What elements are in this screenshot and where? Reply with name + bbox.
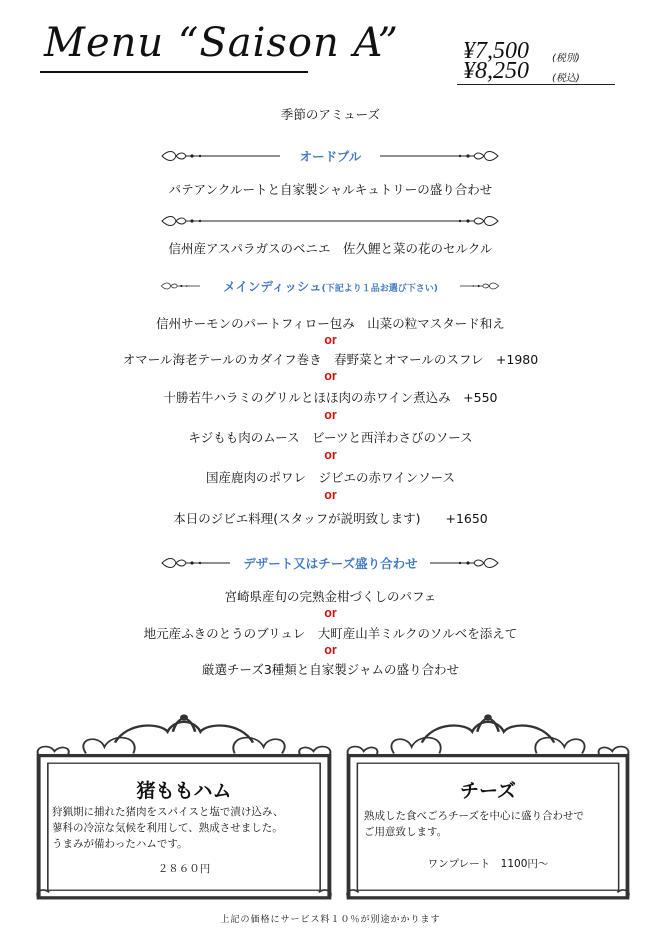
cheese-box [346,710,630,900]
cheese-price: ワンプレート 1100円～ [427,858,549,870]
ham-box [36,710,332,900]
hors-doeuvre-item: パテアンクルートと自家製シャルキュトリーの盛り合わせ [168,182,493,197]
dessert-item: 厳選チーズ3種類と自家製ジャムの盛り合わせ [201,662,460,677]
cheese-description-line: 熟成した食べごろチーズを中心に盛り合わせで [364,810,584,822]
or-separator: or [324,333,337,347]
section-label-main [0,277,661,295]
fish-item: 信州産アスパラガスのベニエ 佐久鯉と菜の花のセルクル [168,241,493,256]
price-incl-tax: ¥8,250 [463,58,529,84]
section-ornament-right [430,557,500,569]
main-item: 信州サーモンのパートフィロー包み 山菜の粒マスタード和え [156,316,505,331]
ham-description-line: うまみが備わったハムです。 [52,838,188,850]
divider-ornament [160,215,500,227]
ham-description-line: 蓼科の冷涼な気候を利用して、熟成させました。 [52,822,283,834]
dessert-item: 地元産ふきのとうのブリュレ 大町産山羊ミルクのソルベを添えて [143,626,518,641]
section-ornament-right [380,150,500,162]
or-separator: or [324,643,337,657]
main-item: 国産鹿肉のポワレ ジビエの赤ワインソース [205,470,455,485]
ham-description [52,804,284,852]
main-item: 本日のジビエ料理(スタッフが説明致します) +1650 [173,511,488,526]
main-item: キジもも肉のムース ビーツと西洋わさびのソース [188,430,473,445]
main-item: 十勝若牛ハラミのグリルとほほ肉の赤ワイン煮込み +550 [163,390,498,405]
section-ornament-right [460,280,500,292]
ornate-frame-icon [346,710,630,900]
price-excl-tax-note: (税別) [552,53,580,64]
service-charge-note: 上記の価格にサービス料１０％が別途かかります [220,915,441,925]
menu-title: Menu “Saison A” [44,20,399,66]
or-separator: or [324,408,337,422]
main-item: オマール海老テールのカダイフ巻き 春野菜とオマールのスフレ +1980 [122,352,539,367]
main-label: メインディッシュ [223,279,322,294]
cheese-description [364,808,584,840]
main-label-note: (下記より１品お選び下さい) [321,284,438,294]
ham-price: ２８６０円 [157,863,211,875]
price-incl-tax-note: (税込) [552,73,580,84]
cheese-description-line: ご用意致します。 [364,826,448,838]
section-label-dessert: デザート又はチーズ盛り合わせ [243,556,418,571]
price-excl-tax: ¥7,500 [463,38,529,64]
ham-description-line: 狩猟期に捕れた猪肉をスパイスと塩で漬け込み、 [52,806,284,818]
cheese-title: チーズ [459,780,517,802]
dessert-item: 宮崎県産旬の完熟金柑づくしのパフェ [224,589,437,604]
price-underline [457,84,615,85]
or-separator: or [324,448,337,462]
or-separator: or [324,369,337,383]
amuse-item: 季節のアミューズ [280,107,381,122]
title-underline [40,71,308,73]
section-label-hors-doeuvre: オードブル [299,149,362,164]
or-separator: or [324,488,337,502]
ham-title: 猪ももハム [136,780,232,802]
or-separator: or [324,606,337,620]
